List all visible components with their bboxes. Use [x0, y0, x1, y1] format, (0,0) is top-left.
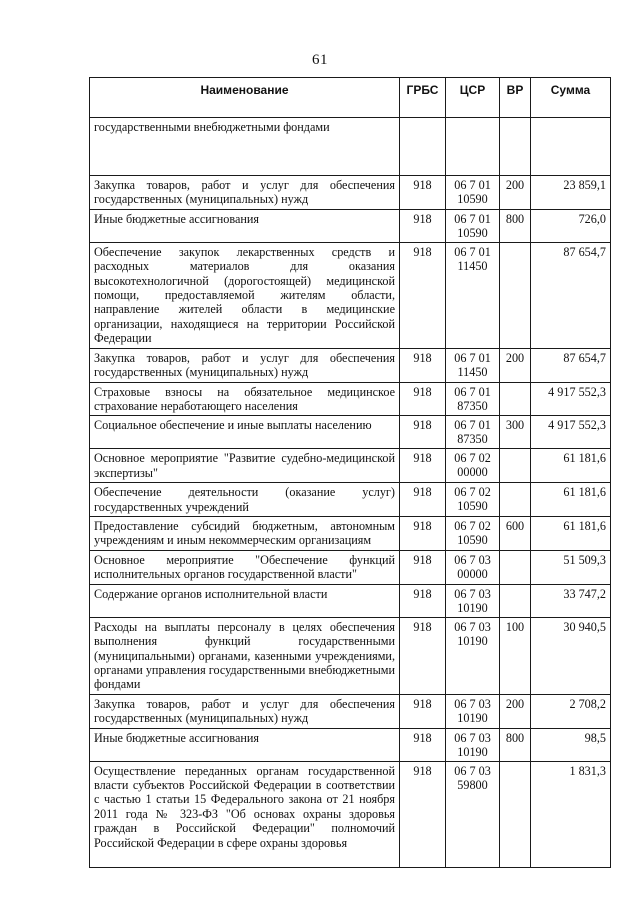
row-grbs: 918	[400, 382, 446, 416]
row-grbs	[400, 118, 446, 176]
table-row	[90, 761, 611, 867]
row-grbs: 918	[400, 176, 446, 210]
row-csr-line1: 06 7 03	[454, 619, 491, 634]
row-vr: 200	[500, 176, 531, 210]
header-vr: ВР	[500, 78, 531, 118]
row-sum: 61 181,6	[531, 449, 611, 483]
row-name: Страховые взносы на обязательное медицинское страхование неработающего населения	[90, 382, 400, 416]
table-header-row	[90, 78, 611, 118]
table-row	[90, 242, 611, 348]
row-csr-line2: 10190	[457, 710, 488, 725]
row-vr	[500, 584, 531, 617]
row-csr-line2: 10590	[457, 533, 488, 548]
header-csr: ЦСР	[446, 78, 500, 118]
row-vr	[500, 761, 531, 867]
row-csr	[446, 517, 500, 551]
row-name: Обеспечение закупок лекарственных средств и расходных материалов для оказания высокотехнологичной (дорогостоящей) медицинской помощи, предоставляемой жителям области, направление жителей области в медицинские организации, находящиеся на территории Российской Федерации	[90, 242, 400, 348]
header-sum: Сумма	[531, 78, 611, 118]
row-name: Социальное обеспечение и иные выплаты населению	[90, 416, 400, 449]
row-sum: 61 181,6	[531, 517, 611, 551]
row-vr	[500, 382, 531, 416]
table-row	[90, 550, 611, 584]
row-csr-line2: 10590	[457, 499, 488, 514]
page-number: 61	[312, 52, 328, 68]
table-row	[90, 584, 611, 617]
row-csr-line1: 06 7 03	[454, 696, 491, 711]
row-name: Иные бюджетные ассигнования	[90, 728, 400, 761]
row-grbs: 918	[400, 517, 446, 551]
row-vr: 100	[500, 617, 531, 694]
row-sum: 4 917 552,3	[531, 416, 611, 449]
row-grbs: 918	[400, 242, 446, 348]
row-csr	[446, 483, 500, 517]
row-name: Предоставление субсидий бюджетным, автономным учреждениям и иным некоммерческим организациям	[90, 517, 400, 551]
row-sum: 4 917 552,3	[531, 382, 611, 416]
row-grbs: 918	[400, 728, 446, 761]
row-csr-line1: 06 7 02	[454, 519, 491, 534]
row-grbs: 918	[400, 550, 446, 584]
row-csr	[446, 242, 500, 348]
row-sum: 2 708,2	[531, 694, 611, 728]
row-grbs: 918	[400, 348, 446, 382]
row-csr-line2: 87350	[457, 432, 488, 447]
header-name: Наименование	[90, 78, 400, 118]
row-csr-line2: 10190	[457, 633, 488, 648]
row-vr: 800	[500, 209, 531, 242]
row-name: Основное мероприятие "Развитие судебно-медицинской экспертизы"	[90, 449, 400, 483]
row-csr-line2: 00000	[457, 566, 488, 581]
row-vr: 300	[500, 416, 531, 449]
row-csr-line1: 06 7 01	[454, 178, 491, 192]
table-row	[90, 118, 611, 176]
table-row	[90, 694, 611, 728]
table-row	[90, 483, 611, 517]
header-grbs: ГРБС	[400, 78, 446, 118]
row-name: Основное мероприятие "Обеспечение функций исполнительных органов государственной власти"	[90, 550, 400, 584]
budget-table	[89, 77, 611, 868]
row-csr-line1: 06 7 03	[454, 552, 491, 567]
row-sum: 23 859,1	[531, 176, 611, 210]
row-grbs: 918	[400, 617, 446, 694]
table-row	[90, 449, 611, 483]
row-csr-line1: 06 7 02	[454, 485, 491, 500]
row-csr-line1: 06 7 02	[454, 451, 491, 466]
table-body	[90, 118, 611, 868]
row-csr-line1: 06 7 01	[454, 211, 491, 226]
row-vr	[500, 483, 531, 517]
table-row	[90, 209, 611, 242]
row-csr	[446, 617, 500, 694]
table-row	[90, 176, 611, 210]
row-vr	[500, 242, 531, 348]
row-csr	[446, 550, 500, 584]
row-grbs: 918	[400, 209, 446, 242]
row-name: Закупка товаров, работ и услуг для обеспечения государственных (муниципальных) нужд	[90, 176, 400, 210]
table-row	[90, 382, 611, 416]
row-name: Осуществление переданных органам государственной власти субъектов Российской Федерации в соответствии с частью 1 статьи 15 Федерального закона от 21 ноября 2011 года № 323-ФЗ "Об основах охраны здоровья граждан в Российской Федерации" полномочий Российской Федерации в сфере охраны здоровья	[90, 761, 400, 867]
row-csr-line1: 06 7 03	[454, 763, 491, 778]
row-name: Обеспечение деятельности (оказание услуг) государственных учреждений	[90, 483, 400, 517]
row-csr-line1: 06 7 01	[454, 350, 491, 365]
row-csr-line1: 06 7 03	[454, 730, 491, 745]
row-csr-line2: 11450	[457, 258, 488, 273]
row-vr: 200	[500, 348, 531, 382]
row-csr-line2: 87350	[457, 398, 488, 413]
row-csr-line2: 10590	[457, 225, 488, 240]
row-sum: 61 181,6	[531, 483, 611, 517]
row-csr	[446, 118, 500, 176]
row-sum: 726,0	[531, 209, 611, 242]
row-csr-line2: 10190	[457, 600, 488, 615]
row-csr	[446, 382, 500, 416]
row-sum	[531, 118, 611, 176]
row-sum: 33 747,2	[531, 584, 611, 617]
row-grbs: 918	[400, 694, 446, 728]
row-sum: 30 940,5	[531, 617, 611, 694]
row-grbs: 918	[400, 584, 446, 617]
row-csr-line1: 06 7 01	[454, 244, 491, 259]
row-name: Закупка товаров, работ и услуг для обеспечения государственных (муниципальных) нужд	[90, 694, 400, 728]
row-grbs: 918	[400, 449, 446, 483]
row-csr-line1: 06 7 01	[454, 384, 491, 399]
table-row	[90, 728, 611, 761]
row-vr: 200	[500, 694, 531, 728]
row-vr	[500, 550, 531, 584]
row-sum: 87 654,7	[531, 242, 611, 348]
row-csr-line1: 06 7 01	[454, 418, 491, 433]
row-name: Иные бюджетные ассигнования	[90, 209, 400, 242]
table-row	[90, 416, 611, 449]
table-row	[90, 348, 611, 382]
row-sum: 51 509,3	[531, 550, 611, 584]
row-csr-line2: 10190	[457, 744, 488, 759]
row-csr	[446, 761, 500, 867]
row-csr	[446, 728, 500, 761]
row-csr-line2: 10590	[457, 192, 488, 206]
row-vr	[500, 118, 531, 176]
row-vr: 800	[500, 728, 531, 761]
row-csr	[446, 209, 500, 242]
row-grbs: 918	[400, 761, 446, 867]
row-name: Расходы на выплаты персоналу в целях обеспечения выполнения функций государственными (муниципальными) органами, казенными учреждениями, органами управления государственными внебюджетными фондами	[90, 617, 400, 694]
row-csr	[446, 584, 500, 617]
row-csr	[446, 694, 500, 728]
row-grbs: 918	[400, 416, 446, 449]
row-vr: 600	[500, 517, 531, 551]
row-sum: 87 654,7	[531, 348, 611, 382]
row-csr-line1: 06 7 03	[454, 586, 491, 601]
row-csr	[446, 449, 500, 483]
row-csr-line2: 11450	[457, 364, 488, 379]
row-sum: 98,5	[531, 728, 611, 761]
row-csr	[446, 348, 500, 382]
row-vr	[500, 449, 531, 483]
row-name: Закупка товаров, работ и услуг для обеспечения государственных (муниципальных) нужд	[90, 348, 400, 382]
row-name: Содержание органов исполнительной власти	[90, 584, 400, 617]
row-csr	[446, 176, 500, 210]
row-csr-line2: 59800	[457, 777, 488, 792]
row-csr-line2: 00000	[457, 465, 488, 480]
row-grbs: 918	[400, 483, 446, 517]
table-row	[90, 617, 611, 694]
table-row	[90, 517, 611, 551]
row-sum: 1 831,3	[531, 761, 611, 867]
row-name: государственными внебюджетными фондами	[90, 118, 400, 176]
row-csr	[446, 416, 500, 449]
